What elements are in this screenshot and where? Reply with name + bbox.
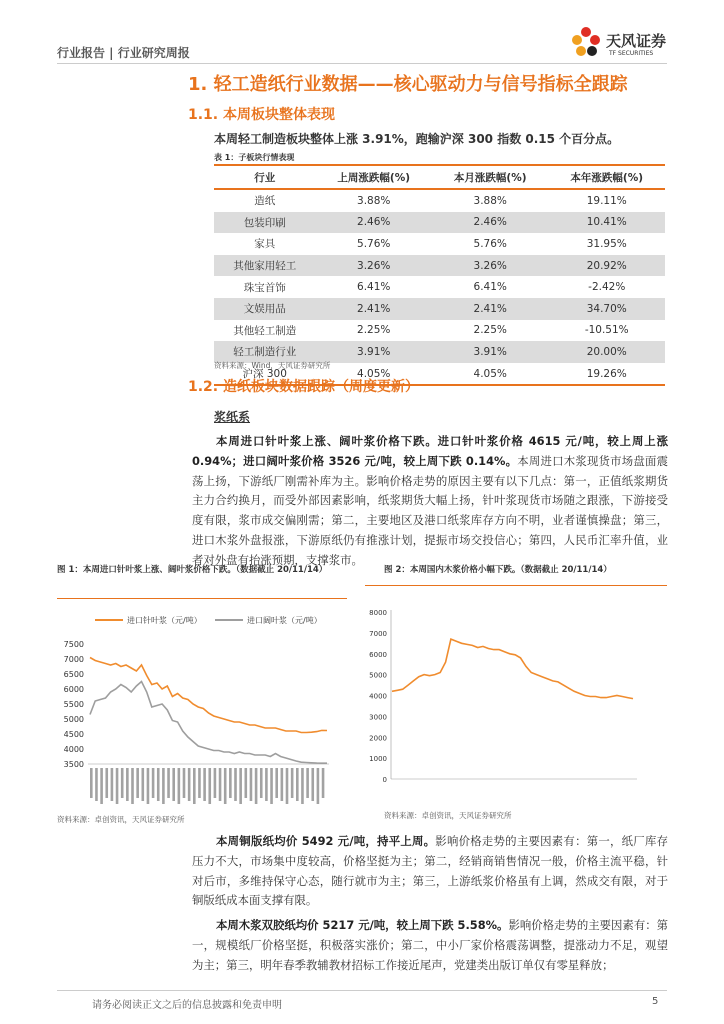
cell: 20.00% bbox=[548, 341, 665, 363]
x-tick-mark bbox=[172, 768, 175, 801]
pulp-detail: 本周进口木浆现货市场盘面震荡上扬，下游纸厂刚需补库为主。影响价格走势的原因主要有以下几点：第一，正值纸浆期货主力合约换月，而受外部因素影响，纸浆期货大幅上扬，针叶浆现货市场随之跟涨，下游接受度有限，浆市成交偏刚需；第二，主要地区及港口纸浆库存方向不明，业者谨慎操盘；第三，进口木浆外盘报涨，下游原纸仍有推涨计划，提振市场交投信心；第四，人民币汇率升值，业者对外盘有抬涨预期，支撑浆市。 bbox=[192, 453, 668, 567]
chart-pulp-domestic bbox=[365, 600, 667, 796]
table-source: 资料来源：Wind，天风证券研究所 bbox=[214, 361, 331, 370]
x-tick-mark bbox=[126, 768, 129, 801]
y-tick-label: 0 bbox=[382, 776, 387, 784]
legend-hardwood: 进口阔叶浆（元/吨） bbox=[247, 616, 322, 625]
cell: 2.25% bbox=[473, 324, 507, 337]
cell: 19.11% bbox=[586, 194, 627, 207]
offset-paper-paragraph bbox=[192, 916, 668, 975]
figure-2-rule bbox=[365, 585, 667, 586]
offset-detail: 影响价格走势的主要因素有：第一，规模纸厂价格坚挺，积极落实涨价；第二，中小厂家价格震荡调整，提涨动力不足，观望为主；第三，明年春季教辅教材招标工作接近尾声，党建类出版订单仅有零星释放； bbox=[192, 918, 668, 972]
header-cell: 上周涨跌幅(%) bbox=[315, 165, 432, 189]
y-tick-label: 3500 bbox=[63, 760, 84, 769]
table-row bbox=[214, 189, 665, 212]
cell: 2.46% bbox=[432, 212, 549, 234]
cell: 其他轻工制造 bbox=[233, 324, 297, 337]
header-cell: 行业 bbox=[214, 165, 315, 189]
x-tick-mark bbox=[147, 768, 150, 804]
cell: 文娱用品 bbox=[214, 298, 315, 320]
x-tick-mark bbox=[183, 768, 186, 798]
flower-logo-icon bbox=[568, 24, 604, 60]
page-number: 5 bbox=[652, 996, 659, 1007]
cell: 轻工制造行业 bbox=[214, 341, 315, 363]
x-tick-mark bbox=[229, 768, 232, 798]
table-header-row bbox=[214, 165, 665, 189]
y-tick-label: 8000 bbox=[369, 609, 387, 617]
x-tick-mark bbox=[234, 768, 237, 801]
x-tick-mark bbox=[260, 768, 263, 798]
x-tick-mark bbox=[291, 768, 294, 798]
cell: 31.95% bbox=[586, 237, 627, 250]
x-tick-mark bbox=[193, 768, 196, 804]
x-tick-mark bbox=[296, 768, 299, 801]
x-tick-mark bbox=[219, 768, 222, 801]
figure-1-rule bbox=[57, 598, 347, 599]
x-tick-mark bbox=[142, 768, 145, 801]
cell: 4.05% bbox=[432, 363, 549, 386]
coated-paper-paragraph bbox=[192, 832, 668, 911]
pulp-highlight: 本周进口针叶浆上涨、阔叶浆价格下跌。进口针叶浆价格 4615 元/吨，较上周上涨 0.94%；进口阔叶浆价格 3526 元/吨，较上周下跌 0.14%。 bbox=[192, 434, 668, 468]
figure-2-source: 资料来源：卓创资讯，天风证券研究所 bbox=[384, 811, 512, 820]
table-row bbox=[214, 255, 665, 277]
cell: 5.76% bbox=[357, 237, 391, 250]
x-tick-mark bbox=[121, 768, 124, 798]
header-divider bbox=[57, 63, 667, 64]
cell: 家具 bbox=[254, 238, 276, 251]
cell: 3.91% bbox=[432, 341, 549, 363]
y-tick-label: 3000 bbox=[369, 713, 387, 722]
x-tick-mark bbox=[301, 768, 304, 804]
x-tick-mark bbox=[105, 768, 108, 798]
x-tick-mark bbox=[162, 768, 165, 804]
table-row bbox=[214, 233, 665, 255]
x-tick-mark bbox=[208, 768, 211, 804]
pulp-paragraph bbox=[192, 432, 668, 571]
x-tick-mark bbox=[265, 768, 268, 801]
x-tick-mark bbox=[239, 768, 242, 804]
section-title: 1. 轻工造纸行业数据——核心驱动力与信号指标全跟踪 bbox=[188, 74, 628, 95]
x-tick-mark bbox=[203, 768, 206, 801]
cell: 19.26% bbox=[548, 363, 665, 386]
cell: -10.51% bbox=[584, 324, 629, 337]
x-tick-mark bbox=[255, 768, 258, 804]
table-row bbox=[214, 298, 665, 320]
x-tick-mark bbox=[90, 768, 93, 798]
logo-name-en: TF SECURITIES bbox=[609, 50, 654, 57]
x-tick-mark bbox=[317, 768, 320, 804]
subheading-pulp: 浆纸系 bbox=[214, 410, 251, 424]
cell: 3.88% bbox=[357, 194, 391, 207]
x-tick-mark bbox=[136, 768, 139, 798]
y-tick-label: 7000 bbox=[63, 655, 84, 664]
subsector-table bbox=[214, 164, 665, 386]
offset-highlight: 本周木浆双胶纸均价 5217 元/吨，较上周下跌 5.58%。 bbox=[216, 918, 509, 932]
x-tick-mark bbox=[306, 768, 309, 798]
disclaimer-text: 请务必阅读正文之后的信息披露和免责申明 bbox=[92, 1000, 282, 1011]
figure-1-source: 资料来源：卓创资讯，天风证券研究所 bbox=[57, 815, 185, 824]
x-tick-mark bbox=[157, 768, 160, 801]
x-tick-mark bbox=[311, 768, 314, 801]
cell: 2.46% bbox=[315, 212, 432, 234]
x-tick-mark bbox=[250, 768, 253, 801]
y-tick-label: 1000 bbox=[369, 755, 387, 764]
table-row bbox=[214, 276, 665, 298]
x-tick-mark bbox=[214, 768, 217, 798]
header-cell: 本年涨跌幅(%) bbox=[548, 165, 665, 189]
subsection-title-paper: 1.2. 造纸板块数据跟踪（周度更新） bbox=[188, 379, 419, 395]
y-tick-label: 7500 bbox=[63, 640, 84, 649]
x-tick-mark bbox=[270, 768, 273, 804]
x-tick-mark bbox=[100, 768, 103, 804]
cell: 3.88% bbox=[473, 194, 507, 207]
x-tick-mark bbox=[188, 768, 191, 801]
y-tick-label: 5000 bbox=[369, 671, 387, 680]
y-tick-label: 4000 bbox=[369, 692, 387, 701]
x-tick-mark bbox=[275, 768, 278, 798]
cell: 20.92% bbox=[548, 255, 665, 277]
x-tick-mark bbox=[322, 768, 325, 798]
x-tick-mark bbox=[281, 768, 284, 801]
table-title: 表 1：子板块行情表现 bbox=[214, 153, 295, 162]
y-tick-label: 4000 bbox=[63, 745, 84, 754]
cell: 5.76% bbox=[473, 237, 507, 250]
x-tick-mark bbox=[116, 768, 119, 804]
cell: 沪深 300 bbox=[214, 363, 315, 386]
footer-divider bbox=[57, 990, 667, 991]
legend-softwood: 进口针叶浆（元/吨） bbox=[127, 616, 202, 625]
cell: 2.41% bbox=[315, 298, 432, 320]
cell: 4.05% bbox=[315, 363, 432, 386]
logo-name: 天风证券 bbox=[606, 32, 667, 50]
y-tick-label: 5500 bbox=[63, 700, 84, 709]
coated-highlight: 本周铜版纸均价 5492 元/吨，持平上周。 bbox=[216, 834, 436, 848]
table-row bbox=[214, 320, 665, 342]
y-tick-label: 4500 bbox=[63, 730, 84, 739]
cell: 3.26% bbox=[432, 255, 549, 277]
y-tick-label: 2000 bbox=[369, 734, 387, 743]
x-tick-mark bbox=[178, 768, 181, 804]
cell: 6.41% bbox=[473, 281, 507, 294]
x-tick-mark bbox=[224, 768, 227, 804]
x-tick-mark bbox=[167, 768, 170, 798]
cell: 2.25% bbox=[357, 324, 391, 337]
x-tick-mark bbox=[245, 768, 248, 798]
summary-line: 本周轻工制造板块整体上涨 3.91%，跑输沪深 300 指数 0.15 个百分点。 bbox=[214, 132, 620, 146]
figure-1-caption: 图 1：本周进口针叶浆上涨、阔叶浆价格下跌。（数据截止 20/11/14） bbox=[57, 565, 328, 575]
brand-logo bbox=[568, 24, 668, 64]
y-tick-label: 5000 bbox=[63, 715, 84, 724]
cell: 包装印刷 bbox=[214, 212, 315, 234]
cell: -2.42% bbox=[588, 281, 626, 294]
cell: 34.70% bbox=[548, 298, 665, 320]
x-tick-mark bbox=[152, 768, 155, 798]
report-type: 行业报告 | 行业研究周报 bbox=[57, 46, 190, 60]
x-tick-mark bbox=[111, 768, 114, 801]
chart-pulp-import bbox=[57, 604, 347, 810]
subsection-title-weekly: 1.1. 本周板块整体表现 bbox=[188, 107, 335, 123]
figure-2-caption: 图 2：本周国内木浆价格小幅下跌。（数据截止 20/11/14） bbox=[384, 565, 612, 575]
coated-detail: 影响价格走势的主要因素有：第一，纸厂库存压力不大，市场集中度较高，价格坚挺为主；第二，经销商销售情况一般，价格主流平稳，针对后市，多维持保守心态，随行就市为主；第三，上游纸浆价格虽有上调，然成交有限，对于铜版纸成本面支撑有限。 bbox=[192, 834, 668, 908]
cell: 其他家用轻工 bbox=[214, 255, 315, 277]
x-tick-mark bbox=[198, 768, 201, 798]
cell: 6.41% bbox=[357, 281, 391, 294]
x-tick-mark bbox=[95, 768, 98, 801]
x-tick-mark bbox=[131, 768, 134, 804]
y-tick-label: 7000 bbox=[369, 629, 387, 638]
table-row bbox=[214, 212, 665, 234]
y-tick-label: 6000 bbox=[369, 650, 387, 659]
y-tick-label: 6000 bbox=[63, 685, 84, 694]
y-tick-label: 6500 bbox=[63, 670, 84, 679]
x-tick-mark bbox=[286, 768, 289, 804]
cell: 2.41% bbox=[432, 298, 549, 320]
header-cell: 本月涨跌幅(%) bbox=[432, 165, 549, 189]
cell: 10.41% bbox=[548, 212, 665, 234]
cell: 3.26% bbox=[315, 255, 432, 277]
cell: 3.91% bbox=[315, 341, 432, 363]
cell: 造纸 bbox=[254, 195, 276, 208]
cell: 珠宝首饰 bbox=[243, 281, 286, 294]
